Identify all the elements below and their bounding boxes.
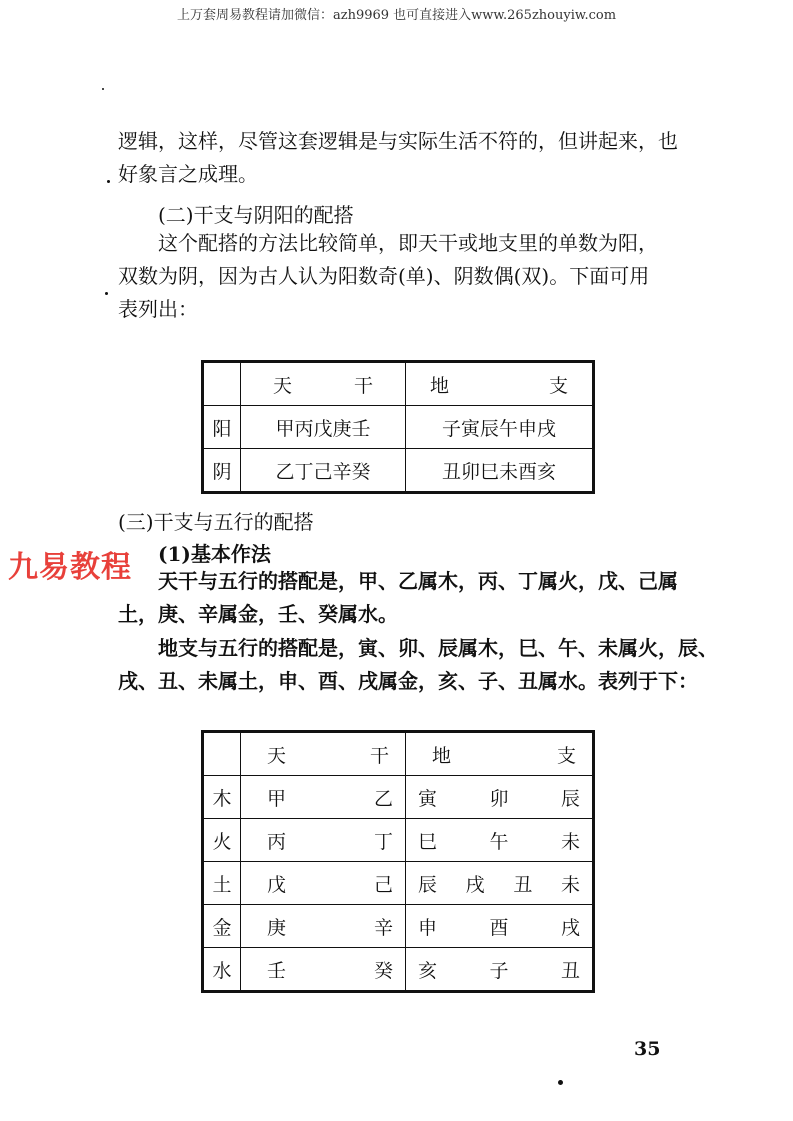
header-char: 天 — [267, 744, 287, 767]
text-line: 戌、丑、未属土，申、酉、戌属金，亥、子、丑属水。表列于下： — [118, 669, 698, 693]
header-char: 支 — [556, 744, 576, 767]
paragraph-1 — [118, 125, 688, 191]
dizhi-cell: 丑卯巳未酉亥 — [406, 449, 594, 493]
speck-mark — [107, 180, 110, 183]
dizhi-char: 酉 — [489, 916, 509, 939]
tiangan-char: 戊 — [267, 873, 287, 896]
tiangan-char: 癸 — [373, 959, 393, 982]
table-row — [203, 449, 594, 493]
tiangan-cell — [241, 948, 406, 992]
paragraph-3 — [118, 565, 688, 631]
page-header: 上万套周易教程请加微信：azh9969 也可直接进入www.265zhouyiw.com — [176, 8, 617, 23]
tiangan-cell — [241, 776, 406, 819]
table-row — [203, 776, 594, 819]
table-header-tiangan — [241, 732, 406, 776]
dizhi-char: 子 — [489, 959, 509, 982]
text-line: 这个配搭的方法比较简单，即天干或地支里的单数为阳， — [158, 231, 658, 255]
header-char: 天 — [273, 374, 293, 397]
row-label: 水 — [203, 948, 241, 992]
table-row — [203, 819, 594, 862]
table-row — [203, 862, 594, 905]
text-line: 表列出： — [118, 297, 198, 321]
tiangan-char: 辛 — [373, 916, 393, 939]
tiangan-cell: 乙丁己辛癸 — [241, 449, 406, 493]
dizhi-char: 辰 — [560, 787, 580, 810]
text-line: 好象言之成理。 — [118, 162, 258, 186]
header-char: 地 — [430, 374, 450, 397]
dizhi-cell — [406, 819, 594, 862]
table-row — [203, 732, 594, 776]
page-number: 35 — [634, 1038, 661, 1060]
paragraph-2 — [118, 227, 688, 326]
table-row — [203, 905, 594, 948]
tiangan-cell — [241, 819, 406, 862]
dizhi-char: 戌 — [560, 916, 580, 939]
section-heading-2: (二)干支与阴阳的配搭 — [158, 203, 354, 227]
table-row — [203, 948, 594, 992]
row-label: 土 — [203, 862, 241, 905]
tiangan-char: 甲 — [267, 787, 287, 810]
dizhi-cell — [406, 776, 594, 819]
dizhi-char: 巳 — [418, 830, 438, 853]
tiangan-char: 壬 — [267, 959, 287, 982]
table-header-dizhi — [406, 362, 594, 406]
dizhi-char: 未 — [560, 830, 580, 853]
dizhi-char: 戌 — [465, 873, 485, 896]
yinyang-table — [201, 360, 595, 494]
paragraph-4 — [118, 632, 718, 698]
speck-mark — [558, 1080, 563, 1085]
table-corner-cell — [203, 732, 241, 776]
tiangan-char: 己 — [373, 873, 393, 896]
row-label: 阳 — [203, 406, 241, 449]
tiangan-cell — [241, 905, 406, 948]
dizhi-char: 寅 — [418, 787, 438, 810]
dizhi-char: 申 — [418, 916, 438, 939]
table-row — [203, 406, 594, 449]
header-char: 支 — [548, 374, 568, 397]
table-corner-cell — [203, 362, 241, 406]
table-header-dizhi — [406, 732, 594, 776]
table-header-tiangan — [241, 362, 406, 406]
header-char: 干 — [353, 374, 373, 397]
row-label: 木 — [203, 776, 241, 819]
header-char: 地 — [432, 744, 452, 767]
dizhi-cell: 子寅辰午申戌 — [406, 406, 594, 449]
dizhi-char: 丑 — [513, 873, 533, 896]
dizhi-char: 卯 — [489, 787, 509, 810]
text-line: 双数为阴，因为古人认为阳数奇(单)、阴数偶(双)。下面可用 — [118, 264, 650, 288]
text-line: 地支与五行的搭配是，寅、卯、辰属木，巳、午、未属火，辰、 — [158, 636, 718, 660]
tiangan-cell — [241, 862, 406, 905]
section-heading-3: (三)干支与五行的配搭 — [118, 510, 314, 534]
tiangan-char: 庚 — [267, 916, 287, 939]
dizhi-char: 辰 — [418, 873, 438, 896]
text-line: 天干与五行的搭配是，甲、乙属木，丙、丁属火，戊、己属 — [158, 569, 678, 593]
text-line: 土，庚、辛属金，壬、癸属水。 — [118, 602, 398, 626]
dizhi-char: 亥 — [418, 959, 438, 982]
row-label: 火 — [203, 819, 241, 862]
dizhi-char: 未 — [560, 873, 580, 896]
header-char: 干 — [369, 744, 389, 767]
table-row — [203, 362, 594, 406]
row-label: 金 — [203, 905, 241, 948]
watermark-logo: 九易教程 — [8, 550, 132, 585]
row-label: 阴 — [203, 449, 241, 493]
dizhi-cell — [406, 862, 594, 905]
tiangan-char: 丙 — [267, 830, 287, 853]
speck-mark — [102, 88, 104, 90]
dizhi-char: 午 — [489, 830, 509, 853]
tiangan-char: 丁 — [373, 830, 393, 853]
dizhi-char: 丑 — [560, 959, 580, 982]
text-line: 逻辑，这样，尽管这套逻辑是与实际生活不符的，但讲起来，也 — [118, 129, 678, 153]
tiangan-cell: 甲丙戊庚壬 — [241, 406, 406, 449]
subsection-heading: (1)基本作法 — [158, 542, 271, 566]
tiangan-char: 乙 — [373, 787, 393, 810]
wuxing-table — [201, 730, 595, 993]
dizhi-cell — [406, 948, 594, 992]
speck-mark — [105, 292, 108, 295]
dizhi-cell — [406, 905, 594, 948]
